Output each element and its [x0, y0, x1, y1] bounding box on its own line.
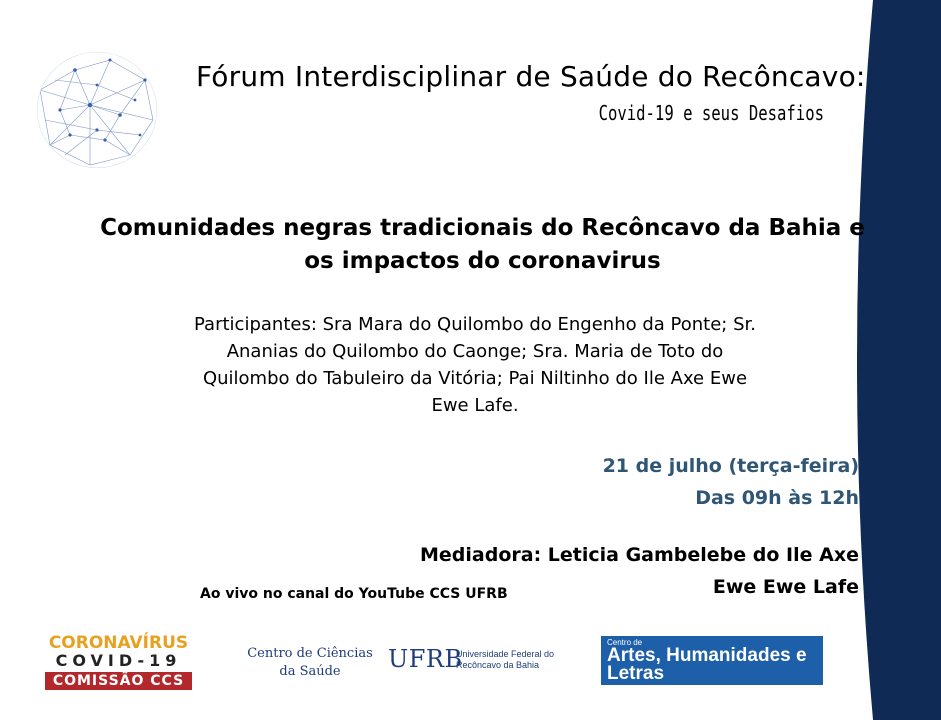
theme-title: [100, 212, 865, 278]
covid-logo-line: COMISSÃO CCS: [45, 672, 192, 690]
mediator-line: Mediadora: Leticia Gambelebe do Ile Axe: [420, 544, 859, 566]
participants-line: Ananias do Quilombo do Caonge; Sra. Maria de Toto do: [226, 341, 724, 362]
ufrb-name-line: Universidade Federal do: [456, 649, 555, 659]
schedule-block: [603, 450, 859, 514]
forum-title: Fórum Interdisciplinar de Saúde do Recôncavo:: [196, 60, 866, 93]
forum-subtitle: Covid-19 e seus Desafios: [598, 101, 824, 125]
participants-line: Quilombo do Tabuleiro da Vitória; Pai Niltinho do Ile Axe Ewe: [202, 368, 748, 389]
cahl-logo-line: Artes, Humanidades e: [607, 645, 807, 666]
covid-logo-line: COVID-19: [55, 651, 182, 670]
side-decoration-bar: [879, 0, 941, 720]
mediator-line: Ewe Ewe Lafe: [712, 576, 859, 598]
cahl-logo-small: Centro de: [607, 638, 643, 647]
ufrb-wordmark: UFRB: [388, 645, 463, 673]
ccs-logo-line: Centro de Ciências: [247, 646, 373, 661]
theme-title-line: Comunidades negras tradicionais do Recôncavo da Bahia e: [100, 215, 865, 241]
covid-logo-line: CORONAVÍRUS: [48, 633, 189, 653]
covid-commission-logo: [45, 634, 192, 690]
theme-title-line: os impactos do coronavirus: [304, 248, 661, 274]
event-time: Das 09h às 12h: [695, 487, 859, 509]
network-globe-icon: [35, 50, 160, 170]
participants-line: Participantes: Sra Mara do Quilombo do Engenho da Ponte; Sr.: [194, 314, 756, 335]
cahl-logo-line: Letras: [607, 663, 665, 684]
cahl-logo: [601, 636, 823, 685]
participants-text: [155, 311, 795, 419]
cahl-logo-text: [607, 647, 807, 683]
ccs-logo-line: da Saúde: [279, 664, 341, 679]
ccs-ufrb-logo: [240, 641, 560, 691]
ccs-logo-text: [240, 645, 380, 681]
live-stream-info: Ao vivo no canal do YouTube CCS UFRB: [200, 586, 508, 602]
participants-line: Ewe Lafe.: [431, 395, 519, 416]
ufrb-name-line: Recôncavo da Bahia: [456, 660, 540, 670]
ufrb-university-name: [456, 649, 554, 671]
event-date: 21 de julho (terça-feira): [602, 455, 859, 477]
